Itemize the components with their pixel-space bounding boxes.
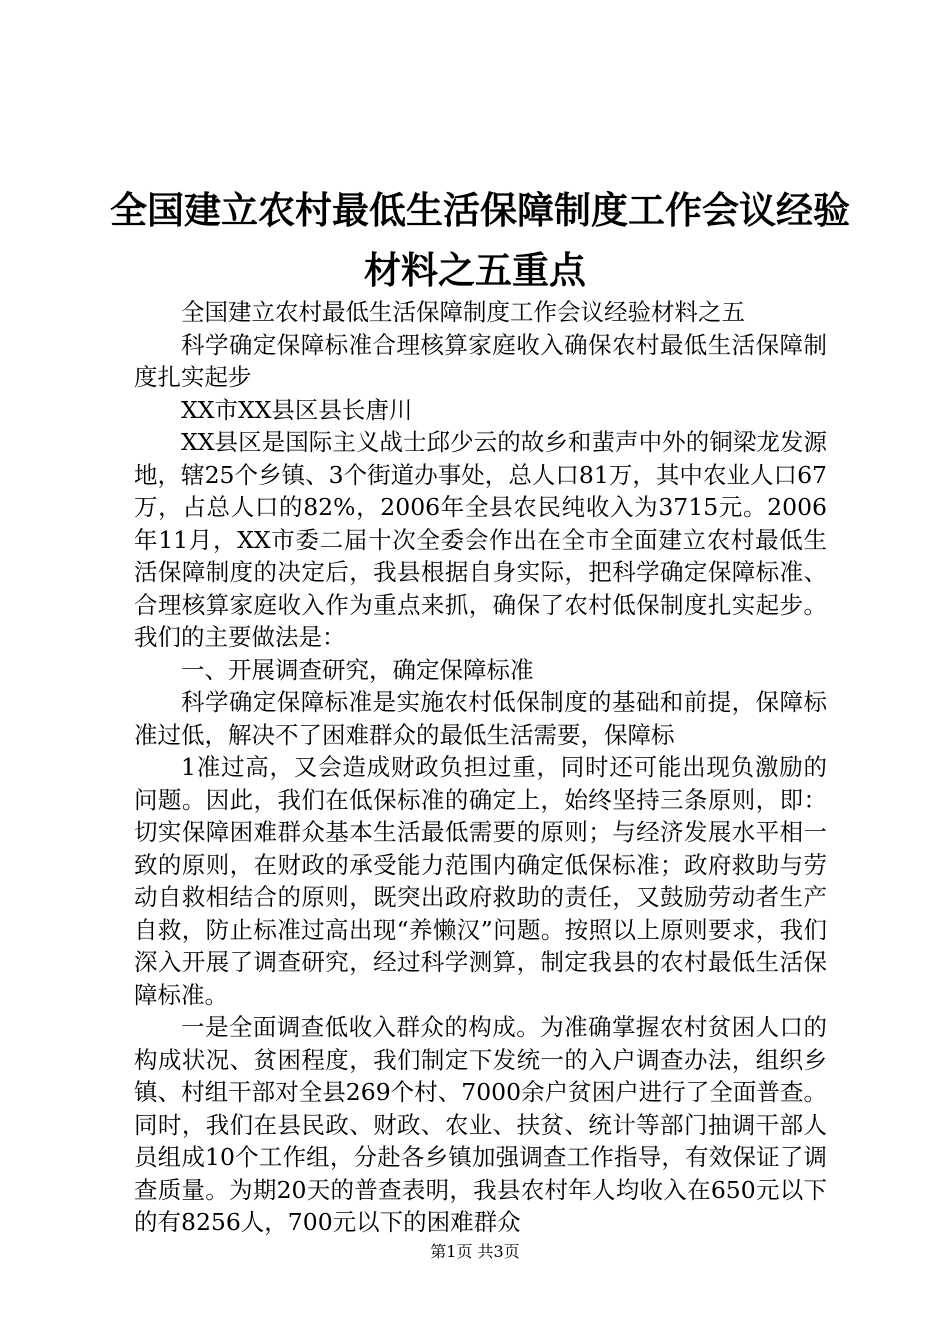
document-title [110, 181, 850, 301]
page-footer: 第1页 共3页 [430, 1242, 520, 1261]
paragraph-section-heading: 一、开展调查研究，确定保障标准 [181, 655, 534, 684]
paragraph-survey: 一是全面调查低收入群众的构成。为准确掌握农村贫困人口的构成状况、贫困程度，我们制定下发统一的入户调查办法，组织乡镇、村组干部对全县269个村、7000余户贫困户进行了全面普查。同时，我们在县民政、财政、农业、扶贫、统计等部门抽调干部人员组成10个工作组，分赴各乡镇加强调查工作指导，有效保证了调查质量。为期20天的普查表明，我县农村年人均收入在650元以下的有8256人，700元以下的困难群众 [134, 1013, 827, 1236]
paragraph-intro: XX县区是国际主义战士邱少云的故乡和蜚声中外的铜梁龙发源地，辖25个乡镇、3个街道办事处，总人口81万，其中农业人口67万，占总人口的82%，2006年全县农民纯收入为3715元。2006年11月，XX市委二届十次全委会作出在全市全面建立农村最低生活保障制度的决定后，我县根据自身实际，把科学确定保障标准、合理核算家庭收入作为重点来抓，确保了农村低保制度扎实起步。我们的主要做法是： [134, 428, 827, 651]
paragraph-heading: 科学确定保障标准合理核算家庭收入确保农村最低生活保障制度扎实起步 [134, 330, 827, 391]
title-line-2: 材料之五重点 [364, 248, 586, 292]
paragraph-principles: 1准过高，又会造成财政负担过重，同时还可能出现负激励的问题。因此，我们在低保标准的确定上，始终坚持三条原则，即：切实保障困难群众基本生活最低需要的原则；与经济发展水平相一致的原则，在财政的承受能力范围内确定低保标准；政府救助与劳动自救相结合的原则，既突出政府救助的责任，又鼓励劳动者生产自救，防止标准过高出现“养懒汉”问题。按照以上原则要求，我们深入开展了调查研究，经过科学测算，制定我县的农村最低生活保障标准。 [134, 753, 827, 1009]
document-body [134, 296, 827, 1239]
paragraph-standard: 科学确定保障标准是实施农村低保制度的基础和前提，保障标准过低，解决不了困难群众的最低生活需要，保障标 [134, 688, 827, 749]
title-line-1: 全国建立农村最低生活保障制度工作会议经验 [110, 188, 850, 232]
paragraph-author: XX市XX县区县长唐川 [181, 395, 413, 424]
paragraph-subtitle: 全国建立农村最低生活保障制度工作会议经验材料之五 [181, 298, 745, 326]
